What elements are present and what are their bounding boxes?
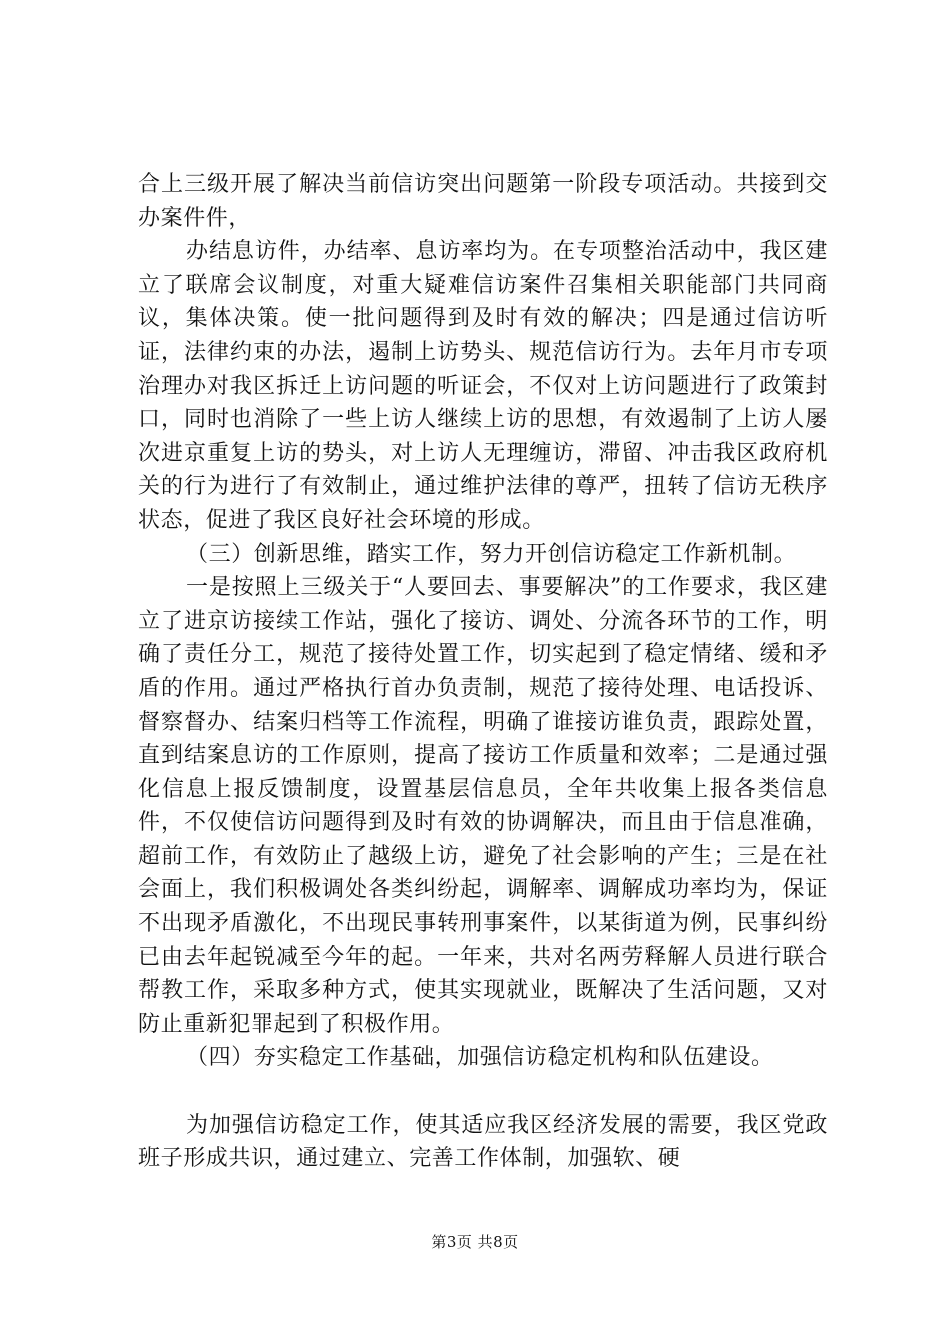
section-heading-3: （三）创新思维，踏实工作，努力开创信访稳定工作新机制。 [186, 541, 797, 567]
document-body [138, 168, 828, 1176]
page-number: 第3页 共8页 [431, 1233, 519, 1251]
section-heading-4: （四）夯实稳定工作基础，加强信访稳定机构和队伍建设。 [186, 1045, 774, 1071]
paragraph-1: 合上三级开展了解决当前信访突出问题第一阶段专项活动。共接到交办案件件， [138, 172, 828, 231]
paragraph-4: 一是按照上三级关于“人要回去、事要解决”的工作要求，我区建立了进京访接续工作站，强化了接访、调处、分流各环节的工作，明确了责任分工，规范了接待处置工作，切实起到了稳定情绪、缓和矛盾的作用。通过严格执行首办负责制，规范了接待处理、电话投诉、督察督办、结案归档等工作流程，明确了谁接访谁负责，跟踪处置，直到结案息访的工作原则，提高了接访工作质量和效率；二是通过强化信息上报反馈制度，设置基层信息员，全年共收集上报各类信息件，不仅使信访问题得到及时有效的协调解决，而且由于信息准确，超前工作，有效防止了越级上访，避免了社会影响的产生；三是在社会面上，我们积极调处各类纠纷起，调解率、调解成功率均为，保证不出现矛盾激化，不出现民事转刑事案件，以某街道为例，民事纠纷已由去年起锐减至今年的起。一年来，共对名两劳释解人员进行联合帮教工作，采取多种方式，使其实现就业，既解决了生活问题，又对防止重新犯罪起到了积极作用。 [138, 575, 828, 1037]
paragraph-6: 为加强信访稳定工作，使其适应我区经济发展的需要，我区党政班子形成共识，通过建立、完善工作体制，加强软、硬 [138, 1112, 828, 1172]
paragraph-2: 办结息访件，办结率、息访率均为。在专项整治活动中，我区建立了联席会议制度，对重大疑难信访案件召集相关职能部门共同商议，集体决策。使一批问题得到及时有效的解决；四是通过信访听证，法律约束的办法，遏制上访势头、规范信访行为。去年月市专项治理办对我区拆迁上访问题的听证会，不仅对上访问题进行了政策封口，同时也消除了一些上访人继续上访的思想，有效遏制了上访人屡次进京重复上访的势头，对上访人无理缠访，滞留、冲击我区政府机关的行为进行了有效制止，通过维护法律的尊严，扭转了信访无秩序状态，促进了我区良好社会环境的形成。 [138, 239, 828, 533]
page-footer [0, 1232, 950, 1252]
